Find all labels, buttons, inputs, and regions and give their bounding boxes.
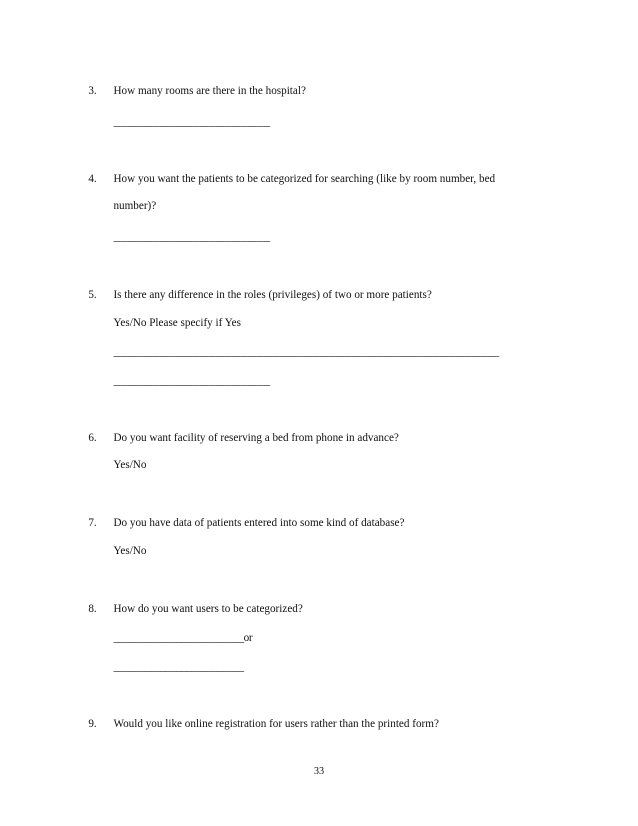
question-number: 6. bbox=[88, 430, 97, 444]
question-number: 5. bbox=[88, 287, 97, 301]
question-number: 9. bbox=[88, 716, 97, 730]
question-number: 7. bbox=[88, 515, 97, 529]
answer-options: Yes/No Please specify if Yes bbox=[113, 315, 241, 329]
answer-blank: ______________________________ bbox=[113, 114, 270, 128]
question-text: Do you want facility of reserving a bed from phone in advance? bbox=[113, 430, 399, 444]
question-text-continued: number)? bbox=[113, 198, 157, 212]
answer-options: Yes/No bbox=[113, 543, 147, 557]
answer-blank: ______________________________ bbox=[113, 229, 270, 243]
answer-blank: _________________________ bbox=[113, 659, 244, 673]
question-text: How you want the patients to be categorized for searching (like by room number, bed bbox=[113, 171, 496, 185]
question-text: How do you want users to be categorized? bbox=[113, 601, 303, 615]
question-number: 4. bbox=[88, 171, 97, 185]
question-number: 8. bbox=[88, 601, 97, 615]
question-text: Would you like online registration for users rather than the printed form? bbox=[113, 716, 439, 730]
answer-blank: ______________________________ bbox=[113, 373, 270, 387]
answer-blank-or: _________________________or bbox=[113, 630, 253, 644]
question-text: Do you have data of patients entered into some kind of database? bbox=[113, 515, 405, 529]
question-number: 3. bbox=[88, 83, 97, 97]
answer-options: Yes/No bbox=[113, 457, 147, 471]
question-text: Is there any difference in the roles (privileges) of two or more patients? bbox=[113, 287, 432, 301]
answer-blank-long: __________________________________________________________________________ bbox=[113, 344, 499, 358]
question-text: How many rooms are there in the hospital? bbox=[113, 83, 306, 97]
page-number: 33 bbox=[313, 765, 325, 777]
